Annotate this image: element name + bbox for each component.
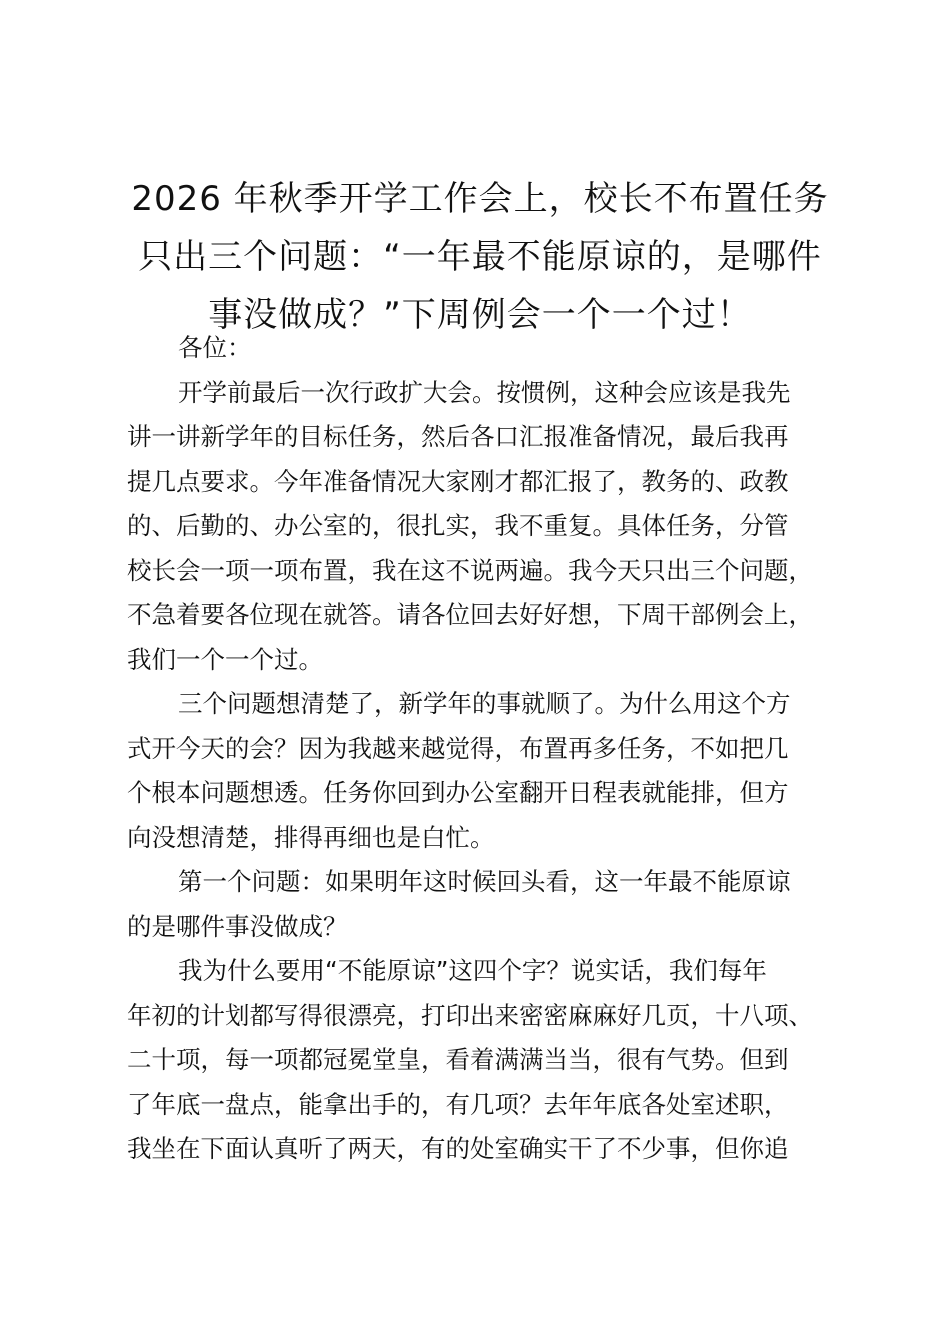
paragraph-3 <box>127 860 857 949</box>
paragraph-line: 二十项，每一项都冠冕堂皇，看着满满当当，很有气势。但到 <box>127 1045 789 1074</box>
title-line: 2026 年秋季开学工作会上，校长不布置任务 <box>131 179 829 219</box>
paragraph-4 <box>127 949 857 1172</box>
paragraph-line: 我为什么要用“不能原谅”这四个字？说实话，我们每年 <box>178 956 767 985</box>
paragraph-1 <box>127 371 857 683</box>
paragraph-2 <box>127 682 857 860</box>
paragraph-line: 式开今天的会？因为我越来越觉得，布置再多任务，不如把几 <box>127 733 789 763</box>
paragraph-line: 的是哪件事没做成？ <box>127 911 348 941</box>
title-line: 事没做成？”下周例会一个一个过！ <box>208 295 752 335</box>
paragraph-line: 开学前最后一次行政扩大会。按惯例，这种会应该是我先 <box>178 377 791 407</box>
paragraph-line: 校长会一项一项布置，我在这不说两遍。我今天只出三个问题， <box>127 555 813 585</box>
paragraph-line: 年初的计划都写得很漂亮，打印出来密密麻麻好几页，十八项、 <box>127 1000 813 1030</box>
paragraph-line: 的、后勤的、办公室的，很扎实，我不重复。具体任务，分管 <box>127 511 789 540</box>
paragraph-line: 提几点要求。今年准备情况大家刚才都汇报了，教务的、政教 <box>127 466 789 496</box>
paragraph-line: 三个问题想清楚了，新学年的事就顺了。为什么用这个方 <box>178 689 791 718</box>
paragraph-line: 讲一讲新学年的目标任务，然后各口汇报准备情况，最后我再 <box>127 422 789 451</box>
paragraph-line: 了年底一盘点，能拿出手的，有几项？去年年底各处室述职， <box>127 1089 789 1119</box>
document-title <box>120 170 840 344</box>
paragraph-line: 我坐在下面认真听了两天，有的处室确实干了不少事，但你追 <box>127 1134 789 1163</box>
document-body <box>127 326 857 1172</box>
paragraph-line: 不急着要各位现在就答。请各位回去好好想，下周干部例会上， <box>127 600 813 629</box>
paragraph-line: 第一个问题：如果明年这时候回头看，这一年最不能原谅 <box>178 867 791 896</box>
greeting: 各位： <box>178 333 252 362</box>
paragraph-line: 向没想清楚，排得再细也是白忙。 <box>127 822 495 852</box>
title-line: 只出三个问题：“一年最不能原谅的，是哪件 <box>138 237 822 277</box>
paragraph-line: 我们一个一个过。 <box>127 644 323 674</box>
paragraph-line: 个根本问题想透。任务你回到办公室翻开日程表就能排，但方 <box>127 778 789 807</box>
